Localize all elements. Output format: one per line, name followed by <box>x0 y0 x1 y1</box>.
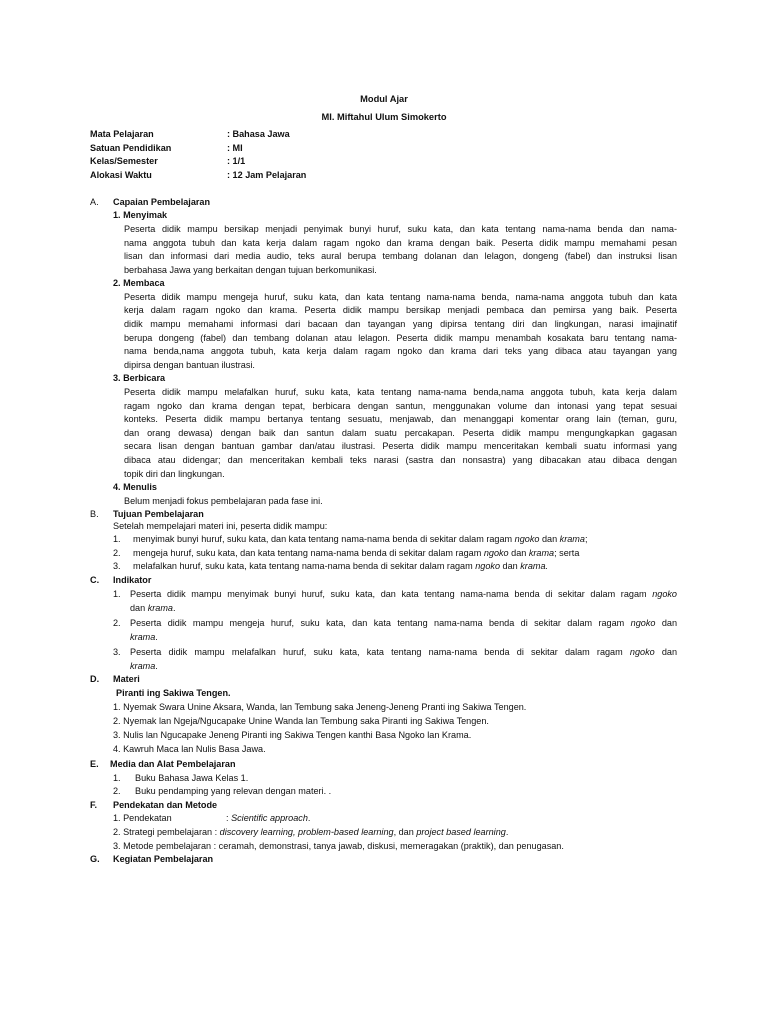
section-heading: Media dan Alat Pembelajaran <box>110 759 236 769</box>
paragraph-line: ragam ngoko dan krama dengan tepat, berbicara dengan santun, menggunakan volume dan intonasi yang tepat sesuai <box>124 401 677 411</box>
section-letter: E. <box>90 759 99 769</box>
list-item: Buku pendamping yang relevan dengan materi. . <box>135 786 332 796</box>
meta-value: : 1/1 <box>227 156 246 166</box>
paragraph-line: Peserta didik mampu melafalkan huruf, suku kata, kata tentang nama-nama benda,nama anggota tubuh, kata kerja dalam <box>124 387 677 397</box>
paragraph-line: secara lisan dengan bantuan gambar dan/atau ilustrasi. Peserta didik mampu menceritakan kembali suatu informasi yang <box>124 441 677 451</box>
list-number: 1. <box>113 589 121 599</box>
section-letter: F. <box>90 800 98 810</box>
section-heading: Tujuan Pembelajaran <box>113 509 204 519</box>
list-number: 3. <box>113 561 121 571</box>
section-heading: Capaian Pembelajaran <box>113 197 211 207</box>
subsection-heading: 3. Berbicara <box>113 373 166 383</box>
list-number: 1. <box>113 773 121 783</box>
paragraph-line: topik diri dan lingkungan. <box>124 469 225 479</box>
list-number: 2. <box>113 786 121 796</box>
paragraph-line: Peserta didik mampu bersikap menjadi penyimak bunyi huruf, suku kata, dan kata tentang nama-nama benda dan nama- <box>124 224 677 234</box>
document-title: Modul Ajar <box>360 94 408 104</box>
list-number: 2. <box>113 618 121 628</box>
meta-key: Alokasi Waktu <box>90 170 152 180</box>
paragraph-line: Belum menjadi fokus pembelajaran pada fase ini. <box>124 496 323 506</box>
meta-value: : 12 Jam Pelajaran <box>227 170 307 180</box>
list-number: 1. <box>113 534 121 544</box>
section-subheading: Piranti ing Sakiwa Tengen. <box>116 688 231 698</box>
list-item: 1. Nyemak Swara Unine Aksara, Wanda, lan Tembung saka Jeneng-Jeneng Pranti ing Sakiwa Tengen. <box>113 702 527 712</box>
list-item-line: Peserta didik mampu mengeja huruf, suku kata, dan kata tentang nama-nama benda di sekitar dalam ragam ngoko dan <box>130 618 678 628</box>
section-letter: G. <box>90 854 100 864</box>
paragraph-line: dipirsa dengan bantuan ilustrasi. <box>124 360 255 370</box>
section-heading: Pendekatan dan Metode <box>113 800 218 810</box>
paragraph-line: berupa dongeng (fabel) dan tembang dolanan atau lelagon. Peserta didik mampu menambah kosakata baru tentang nama- <box>124 333 677 343</box>
meta-key: Kelas/Semester <box>90 156 158 166</box>
paragraph-line: lisan dan informasi dari media audio, teks aural berupa tembang dolanan dan lelagon, dongeng (fabel) dan instruksi lisan <box>124 251 677 261</box>
list-item: 2. Nyemak lan Ngeja/Ngucapake Unine Wanda lan Tembung saka Piranti ing Sakiwa Tengen. <box>113 716 489 726</box>
meta-value: : MI <box>227 143 243 153</box>
list-item-line: Peserta didik mampu menyimak bunyi huruf, suku kata, dan kata tentang nama-nama benda di sekitar dalam ragam ngoko <box>130 589 677 599</box>
paragraph-line: nama benda,nama anggota tubuh, kata kerja dalam ragam ngoko dan krama dari teks yang dibaca atau tayangan yang <box>124 346 677 356</box>
meta-value: : Bahasa Jawa <box>227 129 290 139</box>
list-item-line: krama. <box>130 661 158 671</box>
section-letter: D. <box>90 674 100 684</box>
list-item-label: 1. Pendekatan <box>113 813 172 823</box>
list-item-value: : Scientific approach. <box>226 813 311 823</box>
list-item-line: Peserta didik mampu melafalkan huruf, suku kata, kata tentang nama-nama benda di sekitar dalam ragam ngoko dan <box>130 647 678 657</box>
list-item: mengeja huruf, suku kata, dan kata tentang nama-nama benda di sekitar dalam ragam ngoko dan krama; serta <box>133 548 580 558</box>
paragraph-line: konteks. Peserta didik mampu bertanya tentang sesuatu, menjawab, dan menanggapi komentar orang lain (teman, guru, <box>124 414 677 424</box>
list-number: 2. <box>113 548 121 558</box>
paragraph-line: nama anggota tubuh dan kata kerja dalam ragam ngoko dan krama dengan baik. Peserta didik mampu memahami pesan <box>124 238 677 248</box>
meta-key: Satuan Pendidikan <box>90 143 172 153</box>
meta-key: Mata Pelajaran <box>90 129 154 139</box>
subsection-heading: 1. Menyimak <box>113 210 168 220</box>
list-item: 3. Nulis lan Ngucapake Jeneng Piranti ing Sakiwa Tengen kanthi Basa Ngoko lan Krama. <box>113 730 472 740</box>
paragraph-line: dibaca atau didengar; dan menceritakan kembali teks narasi (sastra dan nonsastra) yang dibacakan atau dibaca dengan <box>124 455 677 465</box>
subsection-heading: 4. Menulis <box>113 482 157 492</box>
section-letter: C. <box>90 575 100 585</box>
list-item: 2. Strategi pembelajaran : discovery learning, problem-based learning, dan project based learning. <box>113 827 509 837</box>
subsection-heading: 2. Membaca <box>113 278 165 288</box>
section-heading: Indikator <box>113 575 152 585</box>
section-letter: A. <box>90 197 99 207</box>
list-item: 3. Metode pembelajaran : ceramah, demonstrasi, tanya jawab, diskusi, memeragakan (praktik), dan penugasan. <box>113 841 564 851</box>
paragraph-line: kerja dalam ragam ngoko dan krama. Peserta didik mampu bersikap menjadi pembaca dan pemirsa yang baik. Peserta <box>124 305 677 315</box>
section-heading: Kegiatan Pembelajaran <box>113 854 214 864</box>
list-number: 3. <box>113 647 121 657</box>
school-name: MI. Miftahul Ulum Simokerto <box>321 112 447 122</box>
section-letter: B. <box>90 509 99 519</box>
paragraph-line: didik mampu memahami informasi dari bacaan dan tayangan yang dipirsa tentang diri dan lingkungan, narasi imajinatif <box>124 319 677 329</box>
list-item: melafalkan huruf, suku kata, kata tentang nama-nama benda di sekitar dalam ragam ngoko dan krama. <box>133 561 549 571</box>
list-item-line: dan krama. <box>130 603 176 613</box>
section-heading: Materi <box>113 674 140 684</box>
section-intro: Setelah mempelajari materi ini, peserta didik mampu: <box>113 521 328 531</box>
paragraph-line: Peserta didik mampu mengeja huruf, suku kata, dan kata tentang nama-nama benda, nama-nama anggota tubuh dan kata <box>124 292 677 302</box>
paragraph-line: berbahasa Jawa yang berkaitan dengan tujuan berkomunikasi. <box>124 265 377 275</box>
list-item: 4. Kawruh Maca lan Nulis Basa Jawa. <box>113 744 266 754</box>
list-item: menyimak bunyi huruf, suku kata, dan kata tentang nama-nama benda di sekitar dalam ragam ngoko dan krama; <box>133 534 588 544</box>
list-item-line: krama. <box>130 632 158 642</box>
list-item: Buku Bahasa Jawa Kelas 1. <box>135 773 249 783</box>
paragraph-line: dan orang dewasa) dengan baik dan santun dalam suatu percakapan. Peserta didik mampu mengungkapkan gagasan <box>124 428 677 438</box>
